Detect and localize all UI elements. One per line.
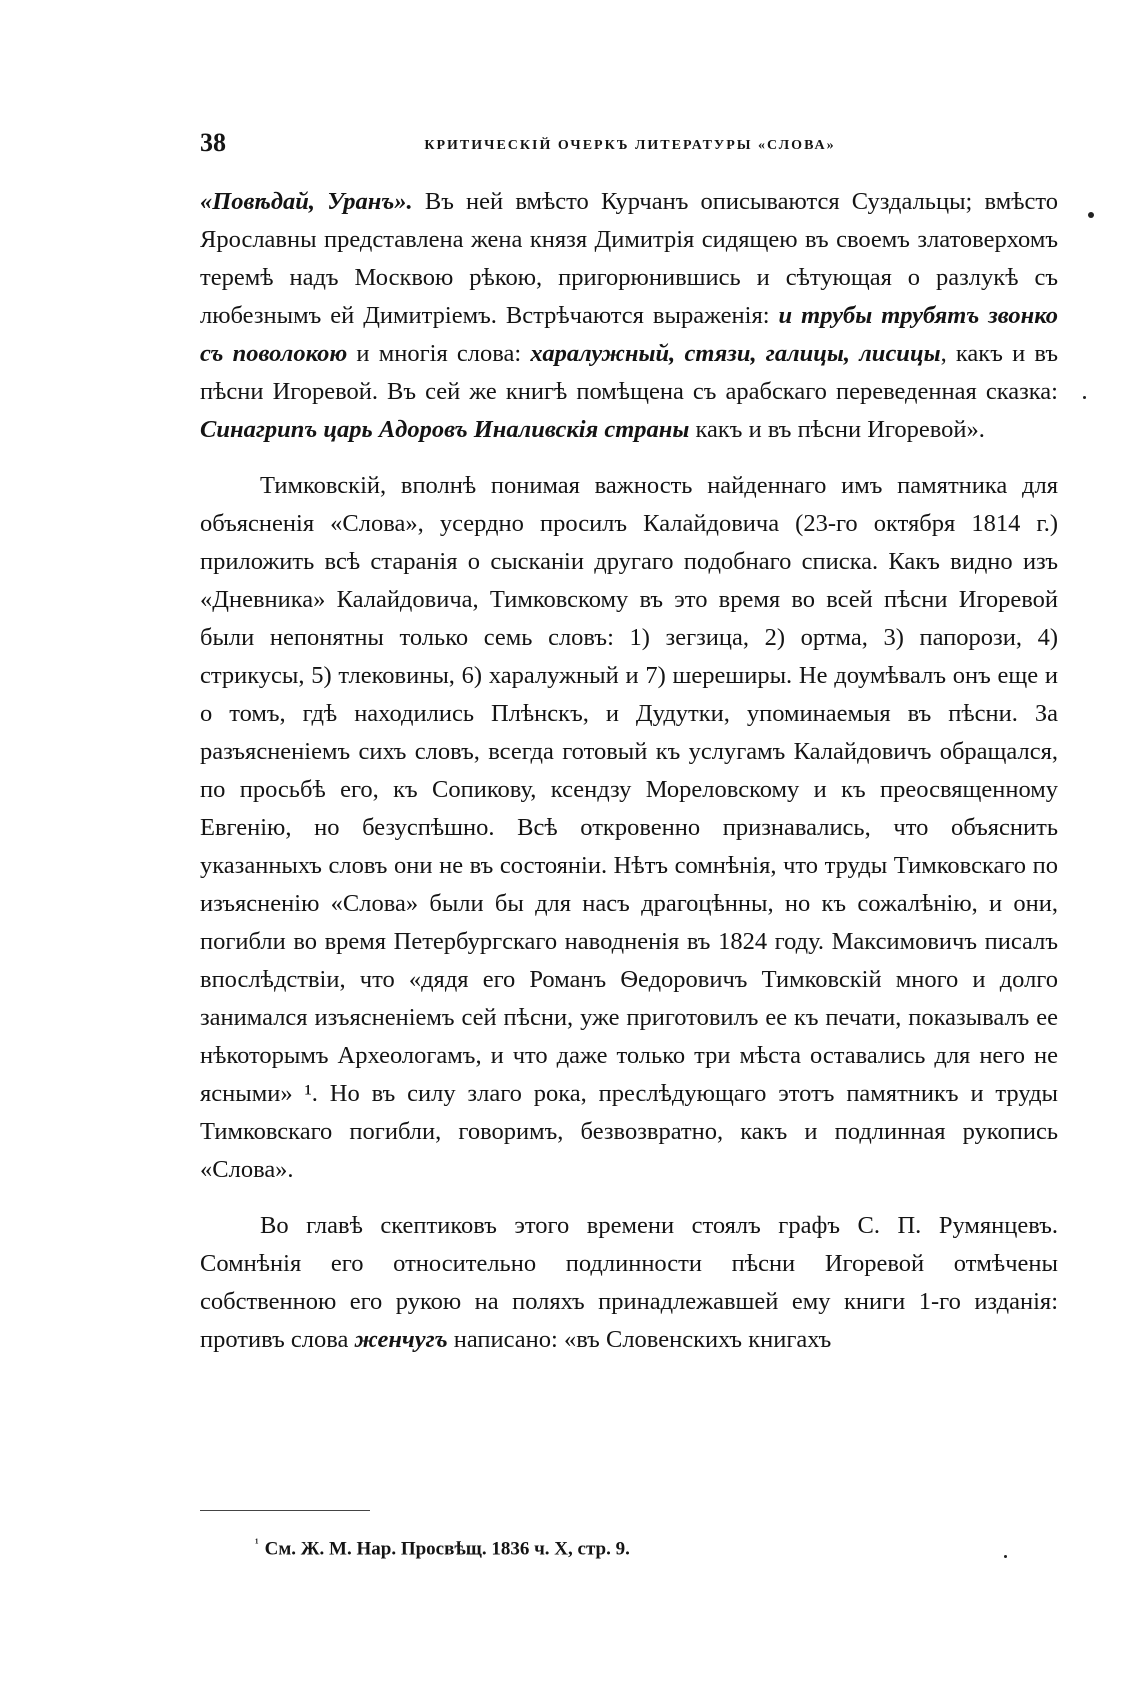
- running-title: КРИТИЧЕСКІЙ ОЧЕРКЪ ЛИТЕРАТУРЫ «СЛОВА»: [424, 138, 836, 153]
- text-run: Во главѣ скептиковъ этого времени стоялъ графъ С. П. Румянцевъ. Сомнѣнія его относительно подлинности пѣсни Игоревой отмѣчены собственною его рукою на поляхъ принадлежавшей ему книги 1-го изданія: противъ слова: [200, 1212, 1058, 1353]
- text-run: , какъ и въ пѣсни Игоревой. Въ сей же книгѣ помѣщена съ арабскаго переведенная сказка:: [200, 340, 1058, 405]
- paragraph-1: [200, 183, 1058, 449]
- paragraph-3: [200, 1207, 1058, 1359]
- text-run: какъ и въ пѣсни Игоревой».: [689, 416, 985, 443]
- paragraph-2: Тимковскій, вполнѣ понимая важность найденнаго имъ памятника для объясненія «Слова», усердно просилъ Калайдовича (23-го октября 1814 г.) приложить всѣ старанія о сысканіи другаго подобнаго списка. Какъ видно изъ «Дневника» Калайдовича, Тимковскому въ это время во всей пѣсни Игоревой были непонятны только семь словъ: 1) зегзица, 2) ортма, 3) папорози, 4) стрикусы, 5) тлековины, 6) харалужный и 7) шереширы. Не доумѣвалъ онъ еще и о томъ, гдѣ находились Плѣнскъ, и Дудутки, упоминаемыя въ пѣсни. За разъясненіемъ сихъ словъ, всегда готовый къ услугамъ Калайдовичъ обращался, по просьбѣ его, къ Сопикову, ксендзу Мореловскому и къ преосвященному Евгенію, но безуспѣшно. Всѣ откровенно признавались, что объяснить указанныхъ словъ они не въ состояніи. Нѣтъ сомнѣнія, что труды Тимковскаго по изъясненію «Слова» были бы для насъ драгоцѣнны, но къ сожалѣнію, и они, погибли во время Петербургскаго наводненія въ 1824 году. Максимовичъ писалъ впослѣдствіи, что «дядя его Романъ Ѳедоровичъ Тимковскій много и долго занимался изъясненіемъ сей пѣсни, уже приготовилъ ее къ печати, показывалъ ее нѣкоторымъ Археологамъ, и что даже только три мѣста оставались для него не ясными» ¹. Но въ силу злаго рока, преслѣдующаго этотъ памятникъ и труды Тимковскаго погибли, говоримъ, безвозвратно, какъ и подлинная рукопись «Слова».: [200, 472, 1058, 1183]
- running-head: [200, 128, 1060, 168]
- italic-phrase: «Повѣдай, Уранъ».: [200, 188, 413, 215]
- italic-phrase: Синагрипъ царь Адоровъ Иналивскія страны: [200, 416, 690, 443]
- ink-speck: [1083, 396, 1086, 399]
- footnote-text: См. Ж. М. Нар. Просвѣщ. 1836 ч. X, стр. 9.: [264, 1538, 630, 1560]
- ink-speck: [1004, 1555, 1007, 1558]
- text-run: написано: «въ Словенскихъ книгахъ: [447, 1326, 832, 1353]
- body-text: [200, 183, 1058, 1377]
- footnote-marker: ¹: [255, 1536, 259, 1550]
- italic-phrase: женчугъ: [354, 1326, 448, 1353]
- text-run: и многія слова:: [347, 340, 531, 367]
- text-run: Въ ней вмѣсто Курчанъ описываются Суздальцы; вмѣсто Ярославны представлена жена князя Димитрія сидящею въ своемъ златоверхомъ теремѣ надъ Москвою рѣкою, пригорюнившись и сѣтующая о разлукѣ съ любезнымъ ей Димитріемъ. Встрѣчаются выраженія:: [200, 188, 1059, 329]
- footnote-rule: [200, 1510, 370, 1511]
- ink-speck: [1088, 212, 1094, 218]
- italic-phrase: и трубы трубятъ звонко съ поволокою: [200, 302, 1058, 367]
- page-number: 38: [200, 128, 226, 157]
- footnote: [255, 1536, 630, 1560]
- italic-phrase: харалужный, стязи, галицы, лисицы: [530, 340, 941, 367]
